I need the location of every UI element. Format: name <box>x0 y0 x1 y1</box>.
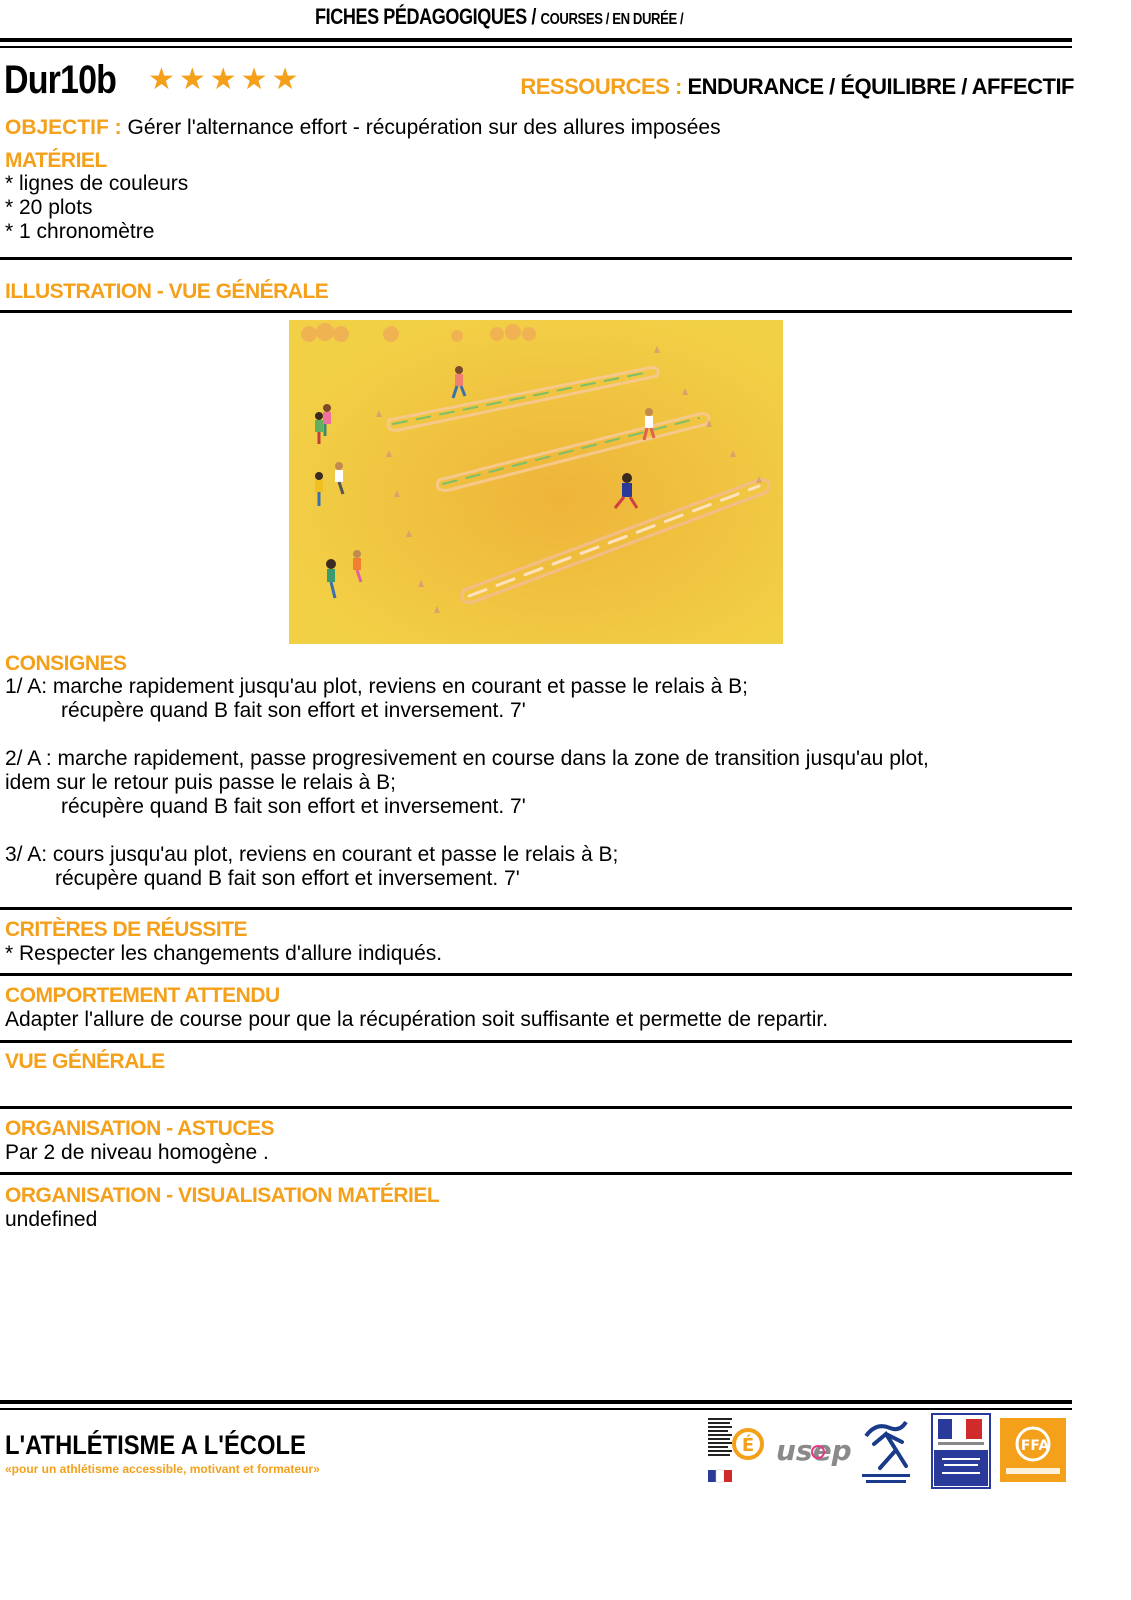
section-rule <box>0 907 1072 910</box>
ministere-logo <box>706 1416 764 1486</box>
astuces-label: ORGANISATION - ASTUCES <box>5 1117 275 1140</box>
section-rule <box>0 310 1072 313</box>
objective-label: OBJECTIF : <box>5 116 122 139</box>
header-title: FICHES PÉDAGOGIQUES / <box>315 4 536 29</box>
consigne-line: 1/ A: marche rapidement jusqu'au plot, reviens en courant et passe le relais à B; <box>5 675 748 698</box>
resources <box>520 74 1074 100</box>
republique-logo <box>932 1414 990 1488</box>
usep-logo <box>772 1430 852 1470</box>
objective-text: Gérer l'alternance effort - récupération sur des allures imposées <box>127 116 721 139</box>
difficulty-stars: ★★★★★ <box>148 63 303 96</box>
astuces-text: Par 2 de niveau homogène . <box>5 1141 269 1164</box>
footer-tagline: «pour un athlétisme accessible, motivant et formateur» <box>5 1462 320 1476</box>
running-track-illustration <box>289 320 783 644</box>
comportement-text: Adapter l'allure de course pour que la récupération soit suffisante et permette de repartir. <box>5 1008 829 1031</box>
consigne-line: 2/ A : marche rapidement, passe progresivement en course dans la zone de transition jusqu'au plot, <box>5 747 929 770</box>
header-rule-thick <box>0 38 1072 42</box>
footer-title: L'ATHLÉTISME A L'ÉCOLE <box>5 1430 306 1460</box>
footer-rule-thick <box>0 1400 1072 1404</box>
sheet-code: Dur10b <box>4 58 117 102</box>
section-rule <box>0 1106 1072 1109</box>
consigne-line: récupère quand B fait son effort et inversement. 7' <box>61 699 526 722</box>
header-rule-thin <box>0 46 1072 48</box>
consignes-text <box>5 675 1075 891</box>
consigne-line: récupère quand B fait son effort et inversement. 7' <box>61 795 526 818</box>
svg-text:É: É <box>741 1435 755 1456</box>
svg-text:usep: usep <box>776 1434 852 1467</box>
materiel-label: MATÉRIEL <box>5 149 107 172</box>
materiel-list <box>5 172 188 244</box>
visualisation-text: undefined <box>5 1208 98 1231</box>
section-rule <box>0 1040 1072 1043</box>
vue-generale-label: VUE GÉNÉRALE <box>5 1050 165 1073</box>
bouge-logo <box>856 1416 916 1486</box>
section-rule <box>0 257 1072 260</box>
objective <box>5 116 721 140</box>
section-rule <box>0 1172 1072 1175</box>
illustration-label: ILLUSTRATION - VUE GÉNÉRALE <box>5 280 329 303</box>
criteres-text: * Respecter les changements d'allure indiqués. <box>5 942 443 965</box>
svg-text:FFA: FFA <box>1020 1438 1050 1454</box>
materiel-item: * 1 chronomètre <box>5 220 155 243</box>
ffa-logo <box>1000 1418 1066 1482</box>
visualisation-label: ORGANISATION - VISUALISATION MATÉRIEL <box>5 1184 440 1207</box>
criteres-label: CRITÈRES DE RÉUSSITE <box>5 918 248 941</box>
materiel-item: * lignes de couleurs <box>5 172 189 195</box>
consigne-line: 3/ A: cours jusqu'au plot, reviens en courant et passe le relais à B; <box>5 843 619 866</box>
section-rule <box>0 973 1072 976</box>
resources-label: RESSOURCES : <box>520 74 682 99</box>
consignes-label: CONSIGNES <box>5 652 127 675</box>
document-header <box>315 4 764 30</box>
header-subtitle: COURSES / EN DURÉE / <box>540 11 684 28</box>
illustration-image <box>289 320 783 644</box>
materiel-item: * 20 plots <box>5 196 93 219</box>
comportement-label: COMPORTEMENT ATTENDU <box>5 984 280 1007</box>
resources-value: ENDURANCE / ÉQUILIBRE / AFFECTIF <box>687 74 1074 99</box>
consigne-line: récupère quand B fait son effort et inversement. 7' <box>55 867 520 890</box>
footer-rule-thin <box>0 1408 1072 1410</box>
consigne-line: idem sur le retour puis passe le relais à B; <box>5 771 397 794</box>
